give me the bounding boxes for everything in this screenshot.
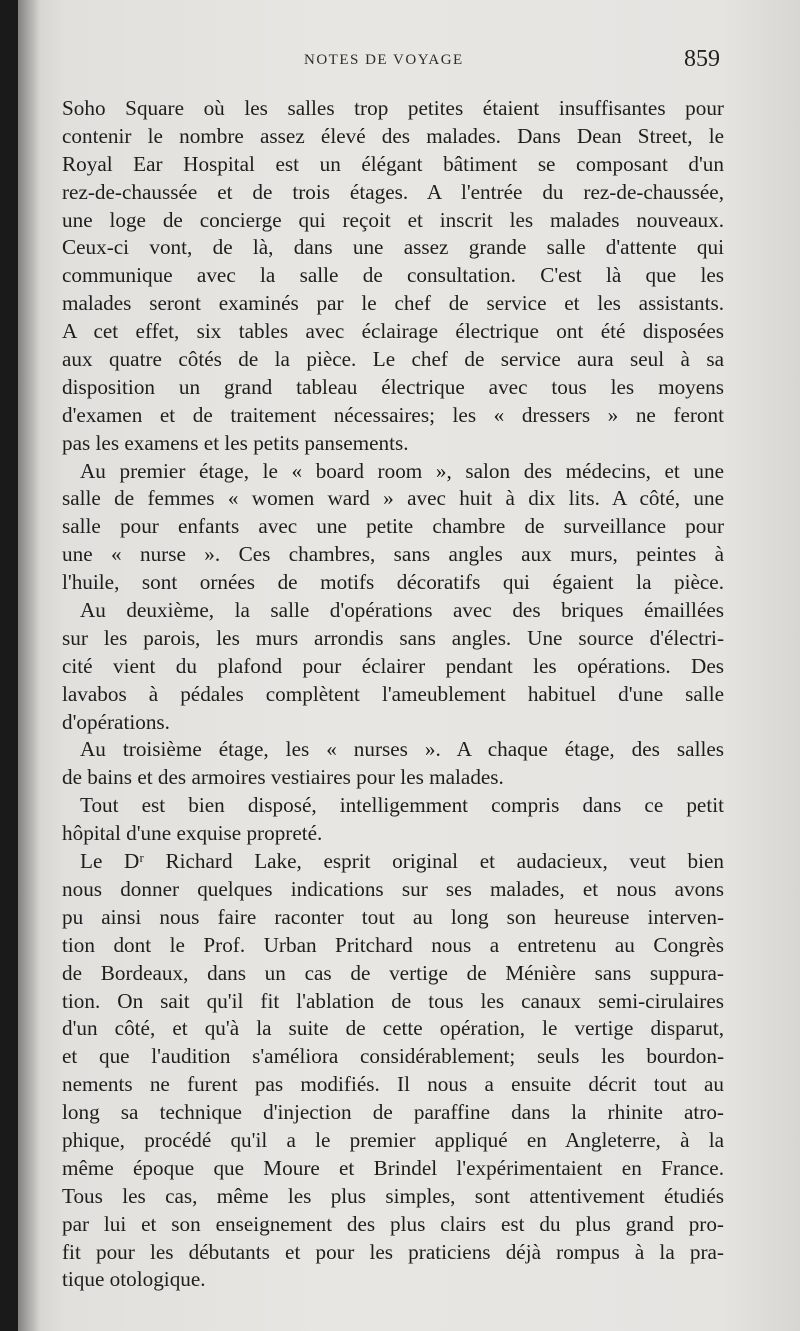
text-line: par lui et son enseignement des plus clairs est du plus grand pro-	[62, 1211, 724, 1236]
text-line: A cet effet, six tables avec éclairage électrique ont été disposées	[62, 319, 724, 344]
text-line: malades seront examinés par le chef de service et les assistants.	[62, 291, 724, 316]
running-head: NOTES DE VOYAGE	[304, 52, 464, 68]
page-number: 859	[684, 46, 720, 72]
text-line: pas les examens et les petits pansements.	[62, 430, 409, 455]
text-line: salle de femmes « women ward » avec huit à dix lits. A côté, une	[62, 486, 724, 511]
text-line: d'opérations.	[62, 709, 170, 734]
text-line: long sa technique d'injection de paraffine dans la rhinite atro-	[62, 1100, 724, 1125]
text-line: disposition un grand tableau électrique avec tous les moyens	[62, 374, 724, 399]
text-line: Tous les cas, même les plus simples, sont attentivement étudiés	[62, 1183, 724, 1208]
page-header	[18, 48, 800, 78]
text-line: Tout est bien disposé, intelligemment compris dans ce petit	[80, 793, 724, 818]
text-line: Royal Ear Hospital est un élégant bâtiment se composant d'un	[62, 151, 724, 176]
text-line: une « nurse ». Ces chambres, sans angles aux murs, peintes à	[62, 542, 724, 567]
book-page	[18, 0, 800, 1331]
text-line: nements ne furent pas modifiés. Il nous a ensuite décrit tout au	[62, 1072, 724, 1097]
body-text	[62, 95, 724, 1294]
text-line: tion. On sait qu'il fit l'ablation de tous les canaux semi-cirulaires	[62, 988, 724, 1013]
text-line: phique, procédé qu'il a le premier appliqué en Angleterre, à la	[62, 1127, 724, 1152]
text-line: rez-de-chaussée et de trois étages. A l'entrée du rez-de-chaussée,	[62, 179, 724, 204]
text-line: fit pour les débutants et pour les praticiens déjà rompus à la pra-	[62, 1239, 724, 1264]
text-line: d'examen et de traitement nécessaires; les « dressers » ne feront	[62, 402, 724, 427]
text-line: contenir le nombre assez élevé des malades. Dans Dean Street, le	[62, 123, 724, 148]
text-line: Au premier étage, le « board room », salon des médecins, et une	[80, 458, 724, 483]
text-line: Ceux-ci vont, de là, dans une assez grande salle d'attente qui	[62, 235, 724, 260]
text-line: lavabos à pédales complètent l'ameublement habituel d'une salle	[62, 681, 724, 706]
text-line: Soho Square où les salles trop petites étaient insuffisantes pour	[62, 96, 724, 120]
text-line: l'huile, sont ornées de motifs décoratifs qui égaient la pièce.	[62, 570, 724, 595]
text-line: d'un côté, et qu'à la suite de cette opération, le vertige disparut,	[62, 1016, 724, 1041]
text-line: hôpital d'une exquise propreté.	[62, 821, 323, 846]
text-line: aux quatre côtés de la pièce. Le chef de service aura seul à sa	[62, 347, 724, 372]
text-line: salle pour enfants avec une petite chambre de surveillance pour	[62, 514, 724, 539]
text-line: tion dont le Prof. Urban Pritchard nous a entretenu au Congrès	[62, 932, 724, 957]
text-line: Au troisième étage, les « nurses ». A chaque étage, des salles	[80, 737, 724, 762]
text-line: tique otologique.	[62, 1267, 206, 1292]
text-line: de bains et des armoires vestiaires pour les malades.	[62, 765, 504, 790]
text-line: même époque que Moure et Brindel l'expérimentaient en France.	[62, 1155, 724, 1180]
text-line: de Bordeaux, dans un cas de vertige de Ménière sans suppura-	[62, 960, 724, 985]
text-line: et que l'audition s'améliora considérablement; seuls les bourdon-	[62, 1044, 724, 1069]
text-line: communique avec la salle de consultation. C'est là que les	[62, 263, 724, 288]
text-line: une loge de concierge qui reçoit et inscrit les malades nouveaux.	[62, 207, 724, 232]
text-line: pu ainsi nous faire raconter tout au long son heureuse interven-	[62, 904, 724, 929]
text-line: nous donner quelques indications sur ses malades, et nous avons	[62, 876, 724, 901]
text-line: cité vient du plafond pour éclairer pendant les opérations. Des	[62, 653, 724, 678]
text-line: sur les parois, les murs arrondis sans angles. Une source d'électri-	[62, 625, 724, 650]
text-line: Le Dʳ Richard Lake, esprit original et audacieux, veut bien	[80, 849, 724, 874]
text-line: Au deuxième, la salle d'opérations avec des briques émaillées	[80, 598, 724, 623]
